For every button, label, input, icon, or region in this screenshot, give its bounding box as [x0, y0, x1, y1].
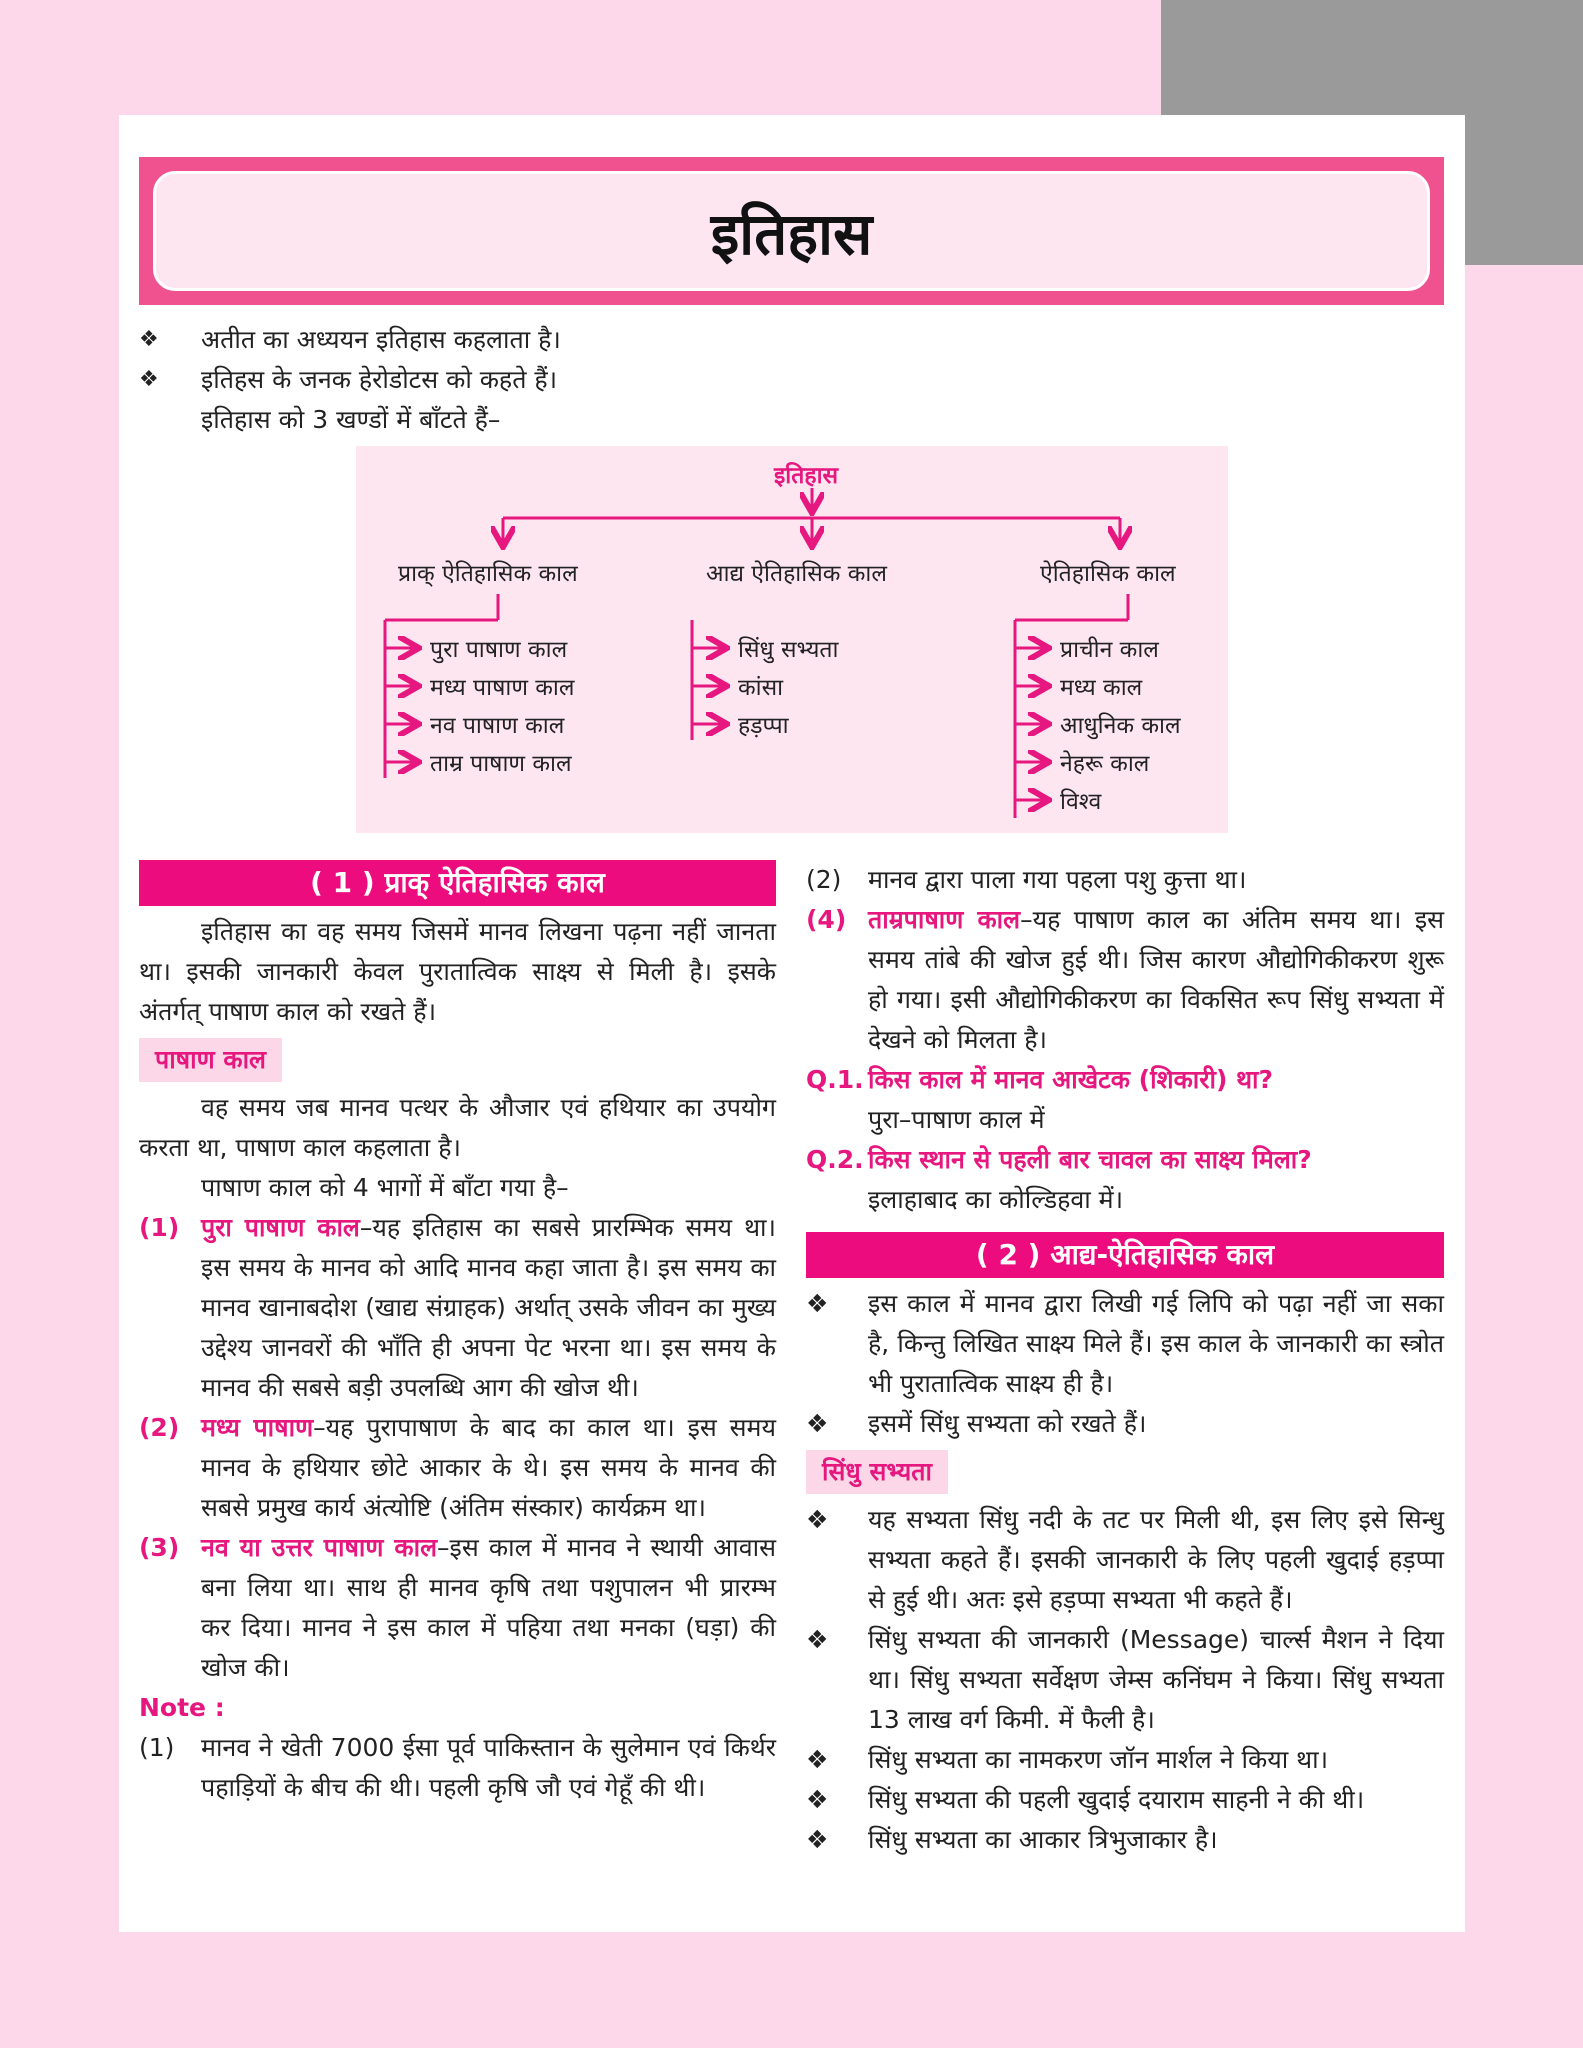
question: Q.2. किस स्थान से पहली बार चावल का साक्ष्य मिला?	[806, 1145, 1312, 1174]
bullet-item: ❖ सिंधु सभ्यता का नामकरण जॉन मार्शल ने किया था।	[806, 1740, 1444, 1780]
intro-division-line: इतिहास को 3 खण्डों में बाँटते हैं–	[201, 405, 501, 434]
diagram-leaf: प्राचीन काल	[1060, 637, 1159, 663]
intro-bullet: इतिहस के जनक हेरोडोटस को कहते हैं।	[201, 365, 558, 394]
diamond-bullet-icon: ❖	[806, 1785, 829, 1814]
page-title: इतिहास	[710, 199, 873, 268]
right-column	[806, 860, 1444, 1860]
note-item: (1) मानव ने खेती 7000 ईसा पूर्व पाकिस्तान के सुलेमान एवं किर्थर पहाड़ियों के बीच की थी। पहली कृषि जौ एवं गेहूँ की थी।	[139, 1733, 776, 1802]
diagram-leaf: पुरा पाषाण काल	[430, 637, 568, 663]
diagram-leaf: विश्व	[1060, 789, 1102, 815]
intro	[139, 320, 1039, 440]
diagram-leaf: सिंधु सभ्यता	[738, 637, 839, 663]
bullet-item: ❖ यह सभ्यता सिंधु नदी के तट पर मिली थी, इस लिए इसे सिन्धु सभ्यता कहते हैं। इसकी जानकारी के लिए पहली खुदाई हड़प्पा से हुई थी। अतः इसे हड़प्पा सभ्यता भी कहते हैं।	[806, 1500, 1444, 1620]
title-banner	[139, 157, 1444, 305]
diamond-bullet-icon: ❖	[806, 1409, 829, 1438]
diamond-bullet-icon: ❖	[806, 1825, 829, 1854]
diagram-leaf: आधुनिक काल	[1060, 713, 1181, 739]
diagram-leaf: ताम्र पाषाण काल	[430, 751, 572, 777]
diagram-leaf: मध्य पाषाण काल	[430, 675, 575, 701]
bullet-item: ❖ इसमें सिंधु सभ्यता को रखते हैं।	[806, 1404, 1444, 1444]
diagram-leaf: हड़प्पा	[738, 713, 789, 739]
paragraph: पाषाण काल को 4 भागों में बाँटा गया है–	[201, 1173, 569, 1202]
diagram-leaf: नव पाषाण काल	[430, 713, 565, 739]
diagram-root: इतिहास	[774, 463, 839, 489]
section-header: ( 2 ) आद्य-ऐतिहासिक काल	[806, 1232, 1444, 1278]
note-item: (2) मानव द्वारा पाला गया पहला पशु कुत्ता था।	[806, 865, 1247, 894]
bullet-item: ❖ सिंधु सभ्यता की पहली खुदाई दयाराम साहनी ने की थी।	[806, 1780, 1444, 1820]
diamond-bullet-icon: ❖	[806, 1505, 829, 1534]
diamond-bullet-icon: ❖	[806, 1745, 829, 1774]
question: Q.1. किस काल में मानव आखेटक (शिकारी) था?	[806, 1065, 1274, 1094]
history-tree-diagram	[356, 446, 1228, 833]
note-label: Note :	[139, 1693, 225, 1722]
bullet-item: ❖ सिंधु सभ्यता का आकार त्रिभुजाकार है।	[806, 1820, 1444, 1860]
diagram-branch: ऐतिहासिक काल	[1040, 561, 1176, 587]
bullet-item: ❖ सिंधु सभ्यता की जानकारी (Message) चार्ल्स मैशन ने दिया था। सिंधु सभ्यता सर्वेक्षण जेम्स कनिंघम ने किया। सिंधु सभ्यता 13 लाख वर्ग किमी. में फैली है।	[806, 1620, 1444, 1740]
intro-bullet: अतीत का अध्ययन इतिहास कहलाता है।	[201, 325, 561, 354]
subheading-tag: पाषाण काल	[139, 1038, 282, 1082]
diamond-bullet-icon: ❖	[139, 327, 159, 352]
answer: पुरा–पाषाण काल में	[868, 1105, 1045, 1134]
list-item: (4) ताम्रपाषाण काल–यह पाषाण काल का अंतिम समय था। इस समय तांबे की खोज हुई थी। जिस कारण औद्योगिकीकरण शुरू हो गया। इसी औद्योगिकीकरण का विकसित रूप सिंधु सभ्यता में देखने को मिलता है।	[806, 905, 1445, 1054]
diagram-leaf: कांसा	[738, 675, 784, 701]
subheading-tag: सिंधु सभ्यता	[806, 1450, 948, 1494]
diamond-bullet-icon: ❖	[806, 1625, 829, 1654]
paragraph: वह समय जब मानव पत्थर के औजार एवं हथियार का उपयोग करता था, पाषाण काल कहलाता है।	[139, 1093, 776, 1162]
diamond-bullet-icon: ❖	[139, 367, 159, 392]
left-column	[139, 860, 776, 1808]
diagram-leaf: मध्य काल	[1060, 675, 1143, 701]
diagram-branch: प्राक् ऐतिहासिक काल	[398, 561, 578, 587]
list-item: (3) नव या उत्तर पाषाण काल–इस काल में मानव ने स्थायी आवास बना लिया था। साथ ही मानव कृषि तथा पशुपालन भी प्रारम्भ कर दिया। मानव ने इस काल में पहिया तथा मनका (घड़ा) की खोज की।	[139, 1533, 776, 1682]
list-item: (2) मध्य पाषाण–यह पुरापाषाण के बाद का काल था। इस समय मानव के हथियार छोटे आकार के थे। इस समय के मानव की सबसे प्रमुख कार्य अंत्योष्टि (अंतिम संस्कार) कार्यक्रम था।	[139, 1413, 777, 1522]
list-item: (1) पुरा पाषाण काल–यह इतिहास का सबसे प्रारम्भिक समय था। इस समय के मानव को आदि मानव कहा जाता है। इस समय का मानव खानाबदोश (खाद्य संग्राहक) अर्थात् उसके जीवन का मुख्य उद्देश्य जानवरों की भाँति ही अपना पेट भरना था। इस समय के मानव की सबसे बड़ी उपलब्धि आग की खोज थी।	[139, 1213, 777, 1402]
paragraph: इतिहास का वह समय जिसमें मानव लिखना पढ़ना नहीं जानता था। इसकी जानकारी केवल पुरातात्विक साक्ष्य से मिली है। इसके अंतर्गत् पाषाण काल को रखते हैं।	[139, 917, 776, 1026]
diagram-leaf: नेहरू काल	[1060, 751, 1150, 777]
diagram-branch: आद्य ऐतिहासिक काल	[706, 561, 887, 587]
diamond-bullet-icon: ❖	[806, 1289, 829, 1318]
section-header: ( 1 ) प्राक् ऐतिहासिक काल	[139, 860, 776, 906]
bullet-item: ❖ इस काल में मानव द्वारा लिखी गई लिपि को पढ़ा नहीं जा सका है, किन्तु लिखित साक्ष्य मिले हैं। इस काल के जानकारी का स्त्रोत भी पुरातात्विक साक्ष्य ही है।	[806, 1284, 1444, 1404]
answer: इलाहाबाद का कोल्डिहवा में।	[868, 1185, 1124, 1214]
